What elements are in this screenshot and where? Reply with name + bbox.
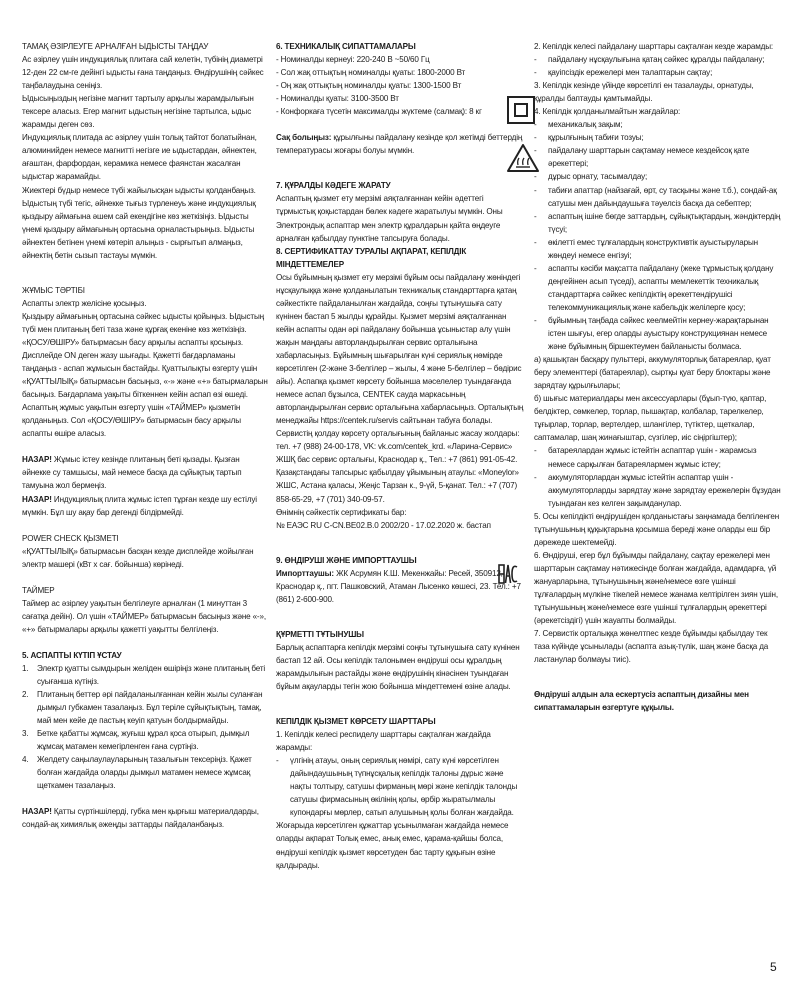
paragraph: - Сол жақ оттықтың номиналды қуаты: 1800-2000 Вт <box>276 68 466 78</box>
list-item <box>534 66 784 79</box>
paragraph-text: Индукциялық плита жұмыс істеп тұрған кезде шу естілуі мүмкін. Бұл шу ақау бар дегенді білдірмейді. <box>22 494 257 517</box>
spacer <box>534 666 784 688</box>
list-item <box>22 753 268 792</box>
paragraph: 3. Кепілдік кезінде үйінде көрсетілгі ен тазалауды, орнатуды, құралды баптауды қамтымайды. <box>534 81 754 104</box>
section-heading: 7. ҚҰРАЛДЫ КӘДЕГЕ ЖАРАТУ <box>276 181 391 191</box>
paragraph <box>22 493 268 519</box>
spacer <box>22 440 268 453</box>
list-text: бұйымның таңбада сәйкес кеелмейтін кернеу-жарақтарынан істен шығуы, егер оларды ауыстыру конструкциянан немесе және бұйымның біршектеумен байланысты болмаса. <box>548 315 769 352</box>
paragraph <box>22 805 268 831</box>
list-text: қауіпсіздік ережелері мен талаптарын сақтау; <box>548 68 713 78</box>
paragraph: Аспапты электр желісіне қосыңыз. <box>22 298 147 308</box>
spacer <box>22 792 268 805</box>
list-item <box>534 170 784 183</box>
page-number: 5 <box>770 960 777 974</box>
paragraph <box>276 567 524 606</box>
column-left <box>22 40 268 832</box>
paragraph <box>276 131 524 157</box>
list-marker: - <box>534 120 537 130</box>
paragraph: 7. Сервистік орталыққа жөнелтпес кезде бұйымды қабылдау тек таза күйінде ұсынылады (аспапта азық-түлік, шаң және басқа да ластанулар болмауы тиіс). <box>534 629 769 665</box>
list-item <box>276 754 524 819</box>
list-text: аккумуляторлардан жұмыс істейтін аспаптар үшін - аккумуляторларды зарядтау және зарядтау ережелерін бұзудан туындаған кез келген зақымданулар. <box>548 472 781 508</box>
list-marker: - <box>534 237 537 247</box>
section-heading: 6. ТЕХНИКАЛЫҚ СИПАТТАМАЛАРЫ <box>276 42 416 51</box>
spacer <box>22 636 268 649</box>
paragraph: б) шығыс материалдары мен аксессуарлары (бұып-түю, қаптар, белдіктер, сөмкелер, торлар, пышақтар, колбалар, тарелкелер, тұғырлар, торлар, вертелдер, шлангілер, түтіктер, щеткалар, саптамалар, шаң жинағыштар, сүзгілер, иіс сіңіргіштер); <box>534 394 767 443</box>
hot-surface-warning-icon <box>506 143 540 173</box>
paragraph: Ас әзірлеу үшін индукциялық плитаға сай келетін, түбінің диаметрі 12-ден 22 см-ге дейінгі ыдысты ғана таңдаңыз. Өндірушінің сәйкес таңбалаудына сеніңіз. <box>22 55 264 91</box>
list-marker: - <box>534 446 537 456</box>
paragraph: 2. Кепілдік келесі пайдалану шарттары сақталған кезде жарамды: <box>534 42 773 51</box>
paragraph-text: ЖК Асрумян К.Ш. Мекенжайы: Ресей, 350912, Краснодар қ., пгт. Пашковский, Атаман Лысенко көшесі, 23. Тел.: +7 (861) 2-600-900. <box>276 568 521 604</box>
list-item <box>534 53 784 66</box>
list-marker: 3. <box>22 729 29 739</box>
paragraph: Жоғарыда көрсетілген құжаттар ұсынылмаған жағдайда немесе оларды ақпарат Толық емес, анық емес, қарама-қайшы болса, өндіруші кепілдік қызмет көрсетуден бас тарту құқығын өзіне қалдырады. <box>276 821 509 870</box>
list-text: дұрыс орнату, тасымалдау; <box>548 172 648 182</box>
section-heading: 5. АСПАПТЫ КҮТІП ҰСТАУ <box>22 650 122 660</box>
list-item <box>534 471 784 510</box>
list-marker: - <box>276 756 279 766</box>
section-heading: 8. СЕРТИФИКАТТАУ ТУРАЛЫ АҚПАРАТ, КЕПІЛДІК МІНДЕТТЕМЕЛЕР <box>276 246 467 269</box>
list-item <box>534 118 784 131</box>
section-heading: КЕПІЛДІК ҚЫЗМЕТ КӨРСЕТУ ШАРТТАРЫ <box>276 717 436 727</box>
list-marker: - <box>534 55 537 65</box>
spacer <box>276 118 524 131</box>
column-right <box>534 40 784 714</box>
paragraph: POWER CHECK ҚЫЗМЕТІ <box>22 533 119 543</box>
paragraph-lead: НАЗАР! <box>22 455 52 465</box>
paragraph: 1. Кепілдік келесі респиделу шарттары сақталған жағдайда жарамды: <box>276 730 491 753</box>
paragraph: Аспаптың қызмет ету мерзімі аяқталғаннан кейін әдеттегі тұрмыстық қоқыстардан бөлек кәдеге жаратылуы мүмкін. Оны Электрондық аспаптар мен электр құралдарын қайта өңдеуге арналған қабылдау пунктіне тапсыруға болады. <box>276 194 503 243</box>
paragraph-text: Қатты сүртіншілерді, губка мен қырғыш материалдарды, сондай-ақ химиялық әжеңды заттарды пайдаланбаңыз. <box>22 807 259 830</box>
spacer <box>276 157 524 179</box>
list-text: пайдалану нұсқаулығына қатаң сәйкес құралды пайдалану; <box>548 55 765 65</box>
spacer <box>276 606 524 628</box>
paragraph: 4. Кепілдік қолданылмайтын жағдайлар: <box>534 107 681 117</box>
paragraph: Ыдысыңыздың негізіне магнит тартылу арқылы жарамдылығын тексере аласыз. Егер магнит ыдыстың негізіне тартылса, ыдыс жарамды деген сөз. <box>22 94 254 130</box>
list-item <box>22 727 268 753</box>
paragraph: ЖҰМЫС ТӘРТІБІ <box>22 285 85 295</box>
list-item <box>22 688 268 727</box>
paragraph: Индукциялық плитада ас әзірлеу үшін толық тайтот болатыйнан, алюминийден немесе магнитті негізге ие ыдыстардан, әйнектен, ағаштан, фарфордан, керамика немесе фаянстан жасалған ыдыстар жарамайды. <box>22 133 257 182</box>
list-text: Бетке қабатты жұмсақ, жуғыш құрал қоса отырып, дымқыл жұмсақ матамен кемегірленген ғана сүртіңіз. <box>37 729 250 752</box>
list-text: аспаптың ішіне бөгде заттардың, сұйықтықтардың, жәндіктердің түсуі; <box>548 211 781 234</box>
list-text: Электр қуатты сымдырын желіден өшіріңіз және плитаның беті суығанша күтіңіз. <box>37 663 266 687</box>
list-marker: 1. <box>22 663 29 673</box>
spacer <box>22 262 268 284</box>
list-text: Плитаның беттер әрі пайдаланылғаннан кейін жылы суланған дымқыл губкамен тазалаңыз. Бұл теріле сұйықтықтың, тамақ, май мен кейе де пастың кеуіп қатуын болдырмайды. <box>37 690 263 726</box>
list-item <box>534 131 784 144</box>
list-item <box>534 262 784 314</box>
list-item <box>22 662 268 688</box>
list-marker: - <box>534 146 537 156</box>
list-marker: - <box>534 315 537 325</box>
paragraph-lead: НАЗАР! <box>22 807 52 817</box>
column-middle <box>276 40 524 872</box>
section-heading: 9. ӨНДІРУШІ ЖӘНЕ ИМПОРТТАУШЫ <box>276 555 417 565</box>
paragraph-text: Жұмыс істеу кезінде плитаның беті қызады. Қызған әйнекке су тамшысы, май немесе басқа да сұйықтық тартып тамуына жол бермеңіз. <box>22 455 242 491</box>
paragraph: 5. Осы кепілдікті өндірушіден қолданыстағы заңнамада белгіленген тұтынушының құқықтарына қосымша береді және оларды еш бір дәрежеде шектемейді. <box>534 511 780 547</box>
list-marker: - <box>534 133 537 143</box>
paragraph: ТАМАҚ ӘЗІРЛЕУГЕ АРНАЛҒАН ЫДЫСТЫ ТАҢДАУ <box>22 42 209 51</box>
list-marker: - <box>534 172 537 182</box>
list-marker: - <box>534 185 537 195</box>
section-heading: Өндіруші алдын ала ескертусіз аспаптың дизайны мен сипаттамаларын өзгертуге құқылы. <box>534 690 749 713</box>
section-heading: ҚҰРМЕТТІ ТҰТЫНУШЫ <box>276 629 364 639</box>
list-item <box>534 314 784 353</box>
spacer <box>22 519 268 532</box>
paragraph: Өнімнің сәйкестік сертификаты бар: <box>276 507 407 517</box>
paragraph: а) қашықтан басқару пульттері, аккумуляторлық батареялар, қуат беру элементтері (батареялар), сыртқы қуат беру блоктары және зарядтау құрылғылары; <box>534 355 771 391</box>
list-marker: - <box>534 211 537 221</box>
paragraph-lead: Импорттаушы: <box>276 568 334 578</box>
spacer <box>276 693 524 715</box>
paragraph: Жиектері бүдыр немесе түбі жайылысқан ыдысты қолданбаңыз. Ыдыстың түбі тегіс, әйнекке тығыз түрленеуь және индукциялық қыздыру аймағына әшем сай екендігіне көз жеткізіңіз. Ыдысты үнемі қыздыру аймағының ортасына орналастырыңыз. Ыдысты әйнектен бетінен үнемі көтеріп алыңыз - сырғытып алмаңыз, әйнектің бетін сызып тастауы мүмкін. <box>22 185 256 260</box>
list-text: механикалық зақым; <box>548 120 623 130</box>
paragraph-lead: Сақ болыңыз: <box>276 133 332 143</box>
paragraph <box>22 453 268 492</box>
paragraph: ТАЙМЕР <box>22 585 55 595</box>
list-text: өкілетті емес тұлғалардың конструктивтік ауыстыруларын жөндеуі немесе енгізуі; <box>548 237 758 260</box>
paragraph-lead: НАЗАР! <box>22 494 52 504</box>
paragraph: «ҚУАТТЫЛЫҚ» батырмасын басқан кезде дисплейде жойылған электр машері (кВт х сағ. бойынша) көрінеді. <box>22 546 254 569</box>
list-text: пайдалану шарттарын сақтамау немесе кездейсоқ қате әрекеттері; <box>548 146 750 169</box>
paragraph: - Оң жақ оттықтың номиналды қуаты: 1300-1500 Вт <box>276 81 462 91</box>
eac-mark-icon <box>498 563 518 585</box>
paragraph-text: құрылғыны пайдалану кезінде қол жетімді беттердің температурасы жоғары болуы мүмкін. <box>276 133 523 156</box>
paragraph: - Номиналды қуаты: 3100-3500 Вт <box>276 94 399 104</box>
paragraph: - Конфоркаға түсетін максималды жүктеме (салмақ): 8 кг <box>276 107 482 117</box>
list-marker: 4. <box>22 755 29 765</box>
double-insulation-icon <box>506 95 536 125</box>
list-marker: - <box>534 472 537 482</box>
paragraph: Барлық аспаптарға кепілдік мерзімі соңғы тұтынушыға сату күнінен бастап 12 ай. Осы кепілдік талонымен өндіруші осы құралдың жарамдылығын растайды және өндірушінің кінәсінен туындаған бұйым ақауларды тегін жою бойынша міндеттемені өзіне алады. <box>276 642 520 692</box>
spacer <box>276 532 524 554</box>
list-text: құрылғының табиғи тозуы; <box>548 133 644 143</box>
list-item <box>534 236 784 262</box>
list-text: батареялардан жұмыс істейтін аспаптар үшін - жарамсыз немесе сарқылған батареялармен жұмыс істеу; <box>548 446 757 469</box>
paragraph: 6. Өндіруші, егер бұл бұйымды пайдалану, сақтау ережелері мен шарттарын сақтамау нәтижесінде болған жағдайда, адамдарға, үй жануарларына, тұтынушының және/немесе өзге үшінші тұлғалардың мүлкіне тікелей немесе жанама келтірілген зиян үшін, тұтынушының және/немесе өзге үшінші тұлғалардың әрекеттері (әрекетсіздігі) үшін жауапты болмайды. <box>534 550 778 626</box>
list-text: аспапты кәсіби мақсатта пайдалану (жеке тұрмыстық қолдану деңгейінен асып түседі), аспапты мемлекеттік техникалық стандарттарға сәйкес кепілдіктің әрекеттендірушісі телекоммуникациялық және кабельдік желілерге қосу; <box>548 263 774 312</box>
list-marker: 2. <box>22 690 29 700</box>
list-marker: - <box>534 68 537 78</box>
list-text: табиғи апаттар (найзағай, өрт, су тасқыны және т.б.), сондай-ақ сатушы мен дайындаушыға тәуелсіз басқа да себептер; <box>548 185 777 208</box>
paragraph: Таймер ас әзірлеу уақытын белгілеуге арналған (1 минуттан 3 сағатқа дейін). Ол үшін «ТАЙМЕР» батырмасын басыңыз және «-», «+» батырмалары арқылы қажетті уақытты белгілеңіз. <box>22 598 266 634</box>
paragraph: Қыздыру аймағының ортасына сәйкес ыдысты қойыңыз. Ыдыстың түбі мен плитаның беті таза және құрғақ екеніне көз жеткізіңіз. «ҚОСУ/ӨШІРУ» батырмасын басу арқылы аспапты қосыңыз. Дисплейде ОN деген жазу шығады. Қажетті бағдарламаны таңдаңыз - аспап жұмысын бастайды. Қуаттылықты өзгерту үшін «ҚУАТТЫЛЫҚ» батырмасын басыңыз, «-» және «+» батырмаларын басыңыз. Бағдарлама уақыты біткеннен кейін аспап өзі өшеді. Аспаптың жұмыс уақытын өзгерту үшін «ТАЙМЕР» қызметін қолданыңыз. Сол «ҚОСУ/ӨШІРУ» батырмасын басу арқылы аспапты өшіре аласыз. <box>22 311 268 439</box>
list-item <box>534 184 784 210</box>
spacer <box>22 571 268 584</box>
list-marker: - <box>534 263 537 273</box>
list-item <box>534 444 784 470</box>
list-item <box>534 144 784 170</box>
list-item <box>534 210 784 236</box>
paragraph: № ЕАЭС RU C-CN.ВЕ02.В.0 2002/20 - 17.02.2020 ж. бастап <box>276 520 491 530</box>
paragraph: - Номиналды кернеуі: 220-240 В ~50/60 Гц <box>276 55 430 65</box>
list-text: Желдету саңылаулауларының тазалығын тексеріңіз. Қажет болған жағдайда оларды дымқыл матамен немесе жұмсақ щеткамен тазалаңыз. <box>37 755 252 791</box>
symbol-icons <box>506 95 546 173</box>
list-text: үлгінің атауы, оның сериялық нөмірі, сату күні көрсетілген дайындаушының түпнұсқалық кепілдік талоны дұрыс және нақты толтыру, сатушы фирманың мөрі және кепілдік талонды сатушы фирмасының өкілінің қолы, өрбір жыратылмалы купондарғы мөрлер, сатып алушының қолы болған жағдайда. <box>290 756 518 818</box>
paragraph: Осы бұйымның қызмет ету мерзімі бұйым осы пайдалану жөніндегі нұсқаулыққа және қолданылатын техникалық стандарттарға қатаң сәйкестікте пайдаланылған жағдайда, соңғы тұтынушыға сату күнінен бастап 5 жылды құрайды. Қызмет мерзімі аяқталғаннан кейін аспапты одан әрі пайдалану бойынша ұсыныстар алу үшін жақын маңдағы авторландырылған сервис орталығына хабарласыңыз. Бұйымның шығарылған күні сериялық нөмірде көрсетілген (2-және 3-белгілер – жылы, 4 және 5-белгілер – бөдірис айы). Аспапқа қызмет көрсету бойынша мәселелер туындағанда немесе аспап бұзылса, CENTEK сауда маркасының авторландырылған сервис орталығына хабарласыңыз. Орталықтың менеджайы https://centek.ru/servis сайтынан табуға болады. Сервистің қолдау көрсету орталығының байланыс жасау жолдары: тел. +7 (988) 24-00-178, VK: vk.com/centek_krd. «Ларина-Сервис» ЖШҚ бас сервис орталығы, Краснодар қ., Тел.: +7 (861) 991-05-42. Қазақстандағы тапсырыс қабылдау ұйымының атаулы: «Moneylor» ЖШС, Астана қаласы, Жеңіс Тарзан к., 9-үй, 5-қанат. Тел.: +7 (707) 858-65-29, +7 (701) 340-09-57. <box>276 272 524 504</box>
